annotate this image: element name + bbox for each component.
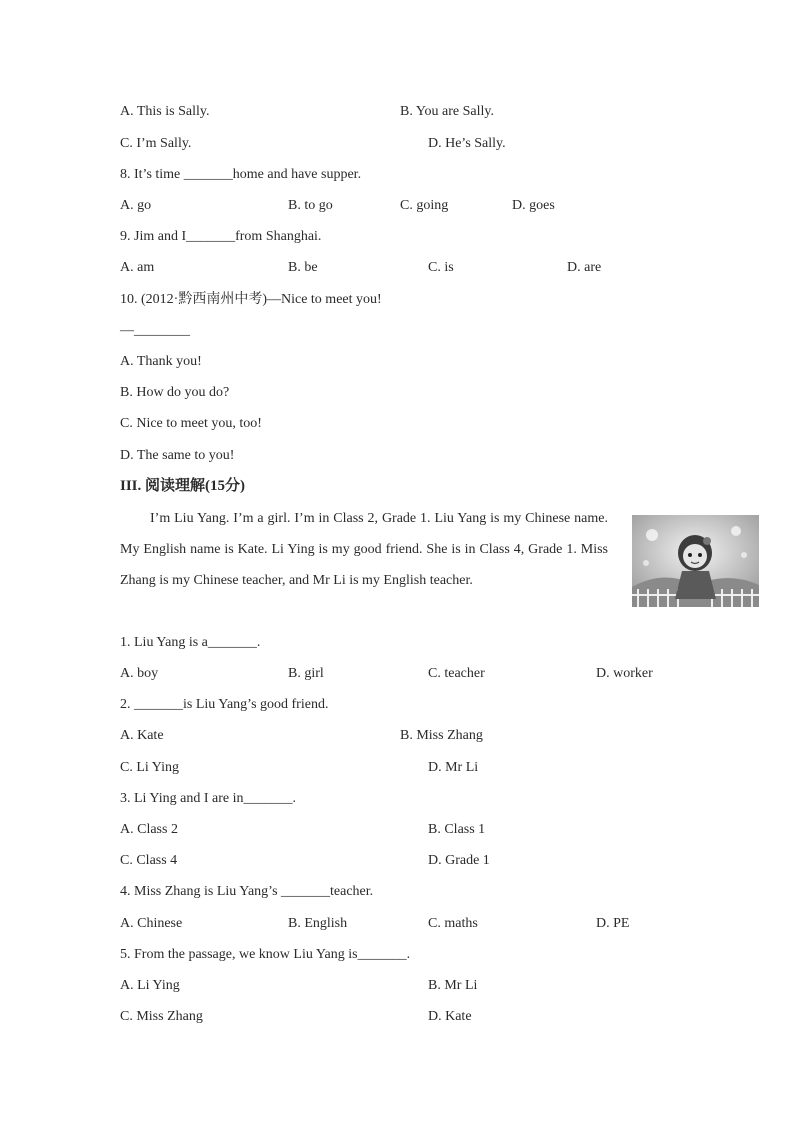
reading-passage <box>120 503 608 597</box>
q8-option-d: D. goes <box>512 198 555 213</box>
r1-option-b: B. girl <box>288 666 324 681</box>
r4-option-b: B. English <box>288 916 348 931</box>
q8-stem: 8. It’s time _______home and have supper. <box>120 167 362 182</box>
q10-option-c: C. Nice to meet you, too! <box>120 416 262 431</box>
r5-option-d: D. Kate <box>428 1009 472 1024</box>
q9-option-c: C. is <box>428 260 454 275</box>
q10-option-d: D. The same to you! <box>120 448 235 463</box>
r4-option-d: D. PE <box>596 916 630 931</box>
q10-option-a: A. Thank you! <box>120 354 202 369</box>
r5-option-a: A. Li Ying <box>120 978 180 993</box>
girl-illustration <box>632 515 759 607</box>
r1-option-a: A. boy <box>120 666 159 681</box>
r3-option-d: D. Grade 1 <box>428 853 490 868</box>
r1-option-d: D. worker <box>596 666 653 681</box>
reading-passage-text: I’m Liu Yang. I’m a girl. I’m in Class 2, Grade 1. Liu Yang is my Chinese name. My English name is Kate. Li Ying is my good friend. She is in Class 4, Grade 1. Miss Zhang is my Chinese teacher, and Mr Li is my English teacher. <box>120 511 608 589</box>
r2-stem: 2. _______is Liu Yang’s good friend. <box>120 697 329 712</box>
q9-stem: 9. Jim and I_______from Shanghai. <box>120 229 322 244</box>
section-heading-reading: III. 阅读理解(15分) <box>120 478 246 494</box>
r2-option-d: D. Mr Li <box>428 760 479 775</box>
r2-option-a: A. Kate <box>120 728 164 743</box>
r3-stem: 3. Li Ying and I are in_______. <box>120 791 297 806</box>
q7-option-a: A. This is Sally. <box>120 104 210 119</box>
r4-stem: 4. Miss Zhang is Liu Yang’s _______teacher. <box>120 884 374 899</box>
girl-illustration-icon <box>632 515 759 607</box>
q9-option-a: A. am <box>120 260 155 275</box>
q7-option-d: D. He’s Sally. <box>428 136 506 151</box>
r2-option-b: B. Miss Zhang <box>400 728 483 743</box>
r2-option-c: C. Li Ying <box>120 760 179 775</box>
r3-option-b: B. Class 1 <box>428 822 486 837</box>
r5-option-c: C. Miss Zhang <box>120 1009 203 1024</box>
q9-option-b: B. be <box>288 260 318 275</box>
r3-option-c: C. Class 4 <box>120 853 178 868</box>
r4-option-a: A. Chinese <box>120 916 183 931</box>
r1-option-c: C. teacher <box>428 666 485 681</box>
r5-stem: 5. From the passage, we know Liu Yang is_______. <box>120 947 411 962</box>
r5-option-b: B. Mr Li <box>428 978 478 993</box>
r1-stem: 1. Liu Yang is a_______. <box>120 635 261 650</box>
q10-option-b: B. How do you do? <box>120 385 230 400</box>
q8-option-c: C. going <box>400 198 449 213</box>
q10-answer-blank: —________ <box>120 323 190 338</box>
q8-option-b: B. to go <box>288 198 333 213</box>
q10-stem: 10. (2012·黔西南州中考)—Nice to meet you! <box>120 292 382 307</box>
q8-option-a: A. go <box>120 198 152 213</box>
q7-option-b: B. You are Sally. <box>400 104 494 119</box>
r3-option-a: A. Class 2 <box>120 822 178 837</box>
q9-option-d: D. are <box>567 260 602 275</box>
q7-option-c: C. I’m Sally. <box>120 136 192 151</box>
r4-option-c: C. maths <box>428 916 478 931</box>
